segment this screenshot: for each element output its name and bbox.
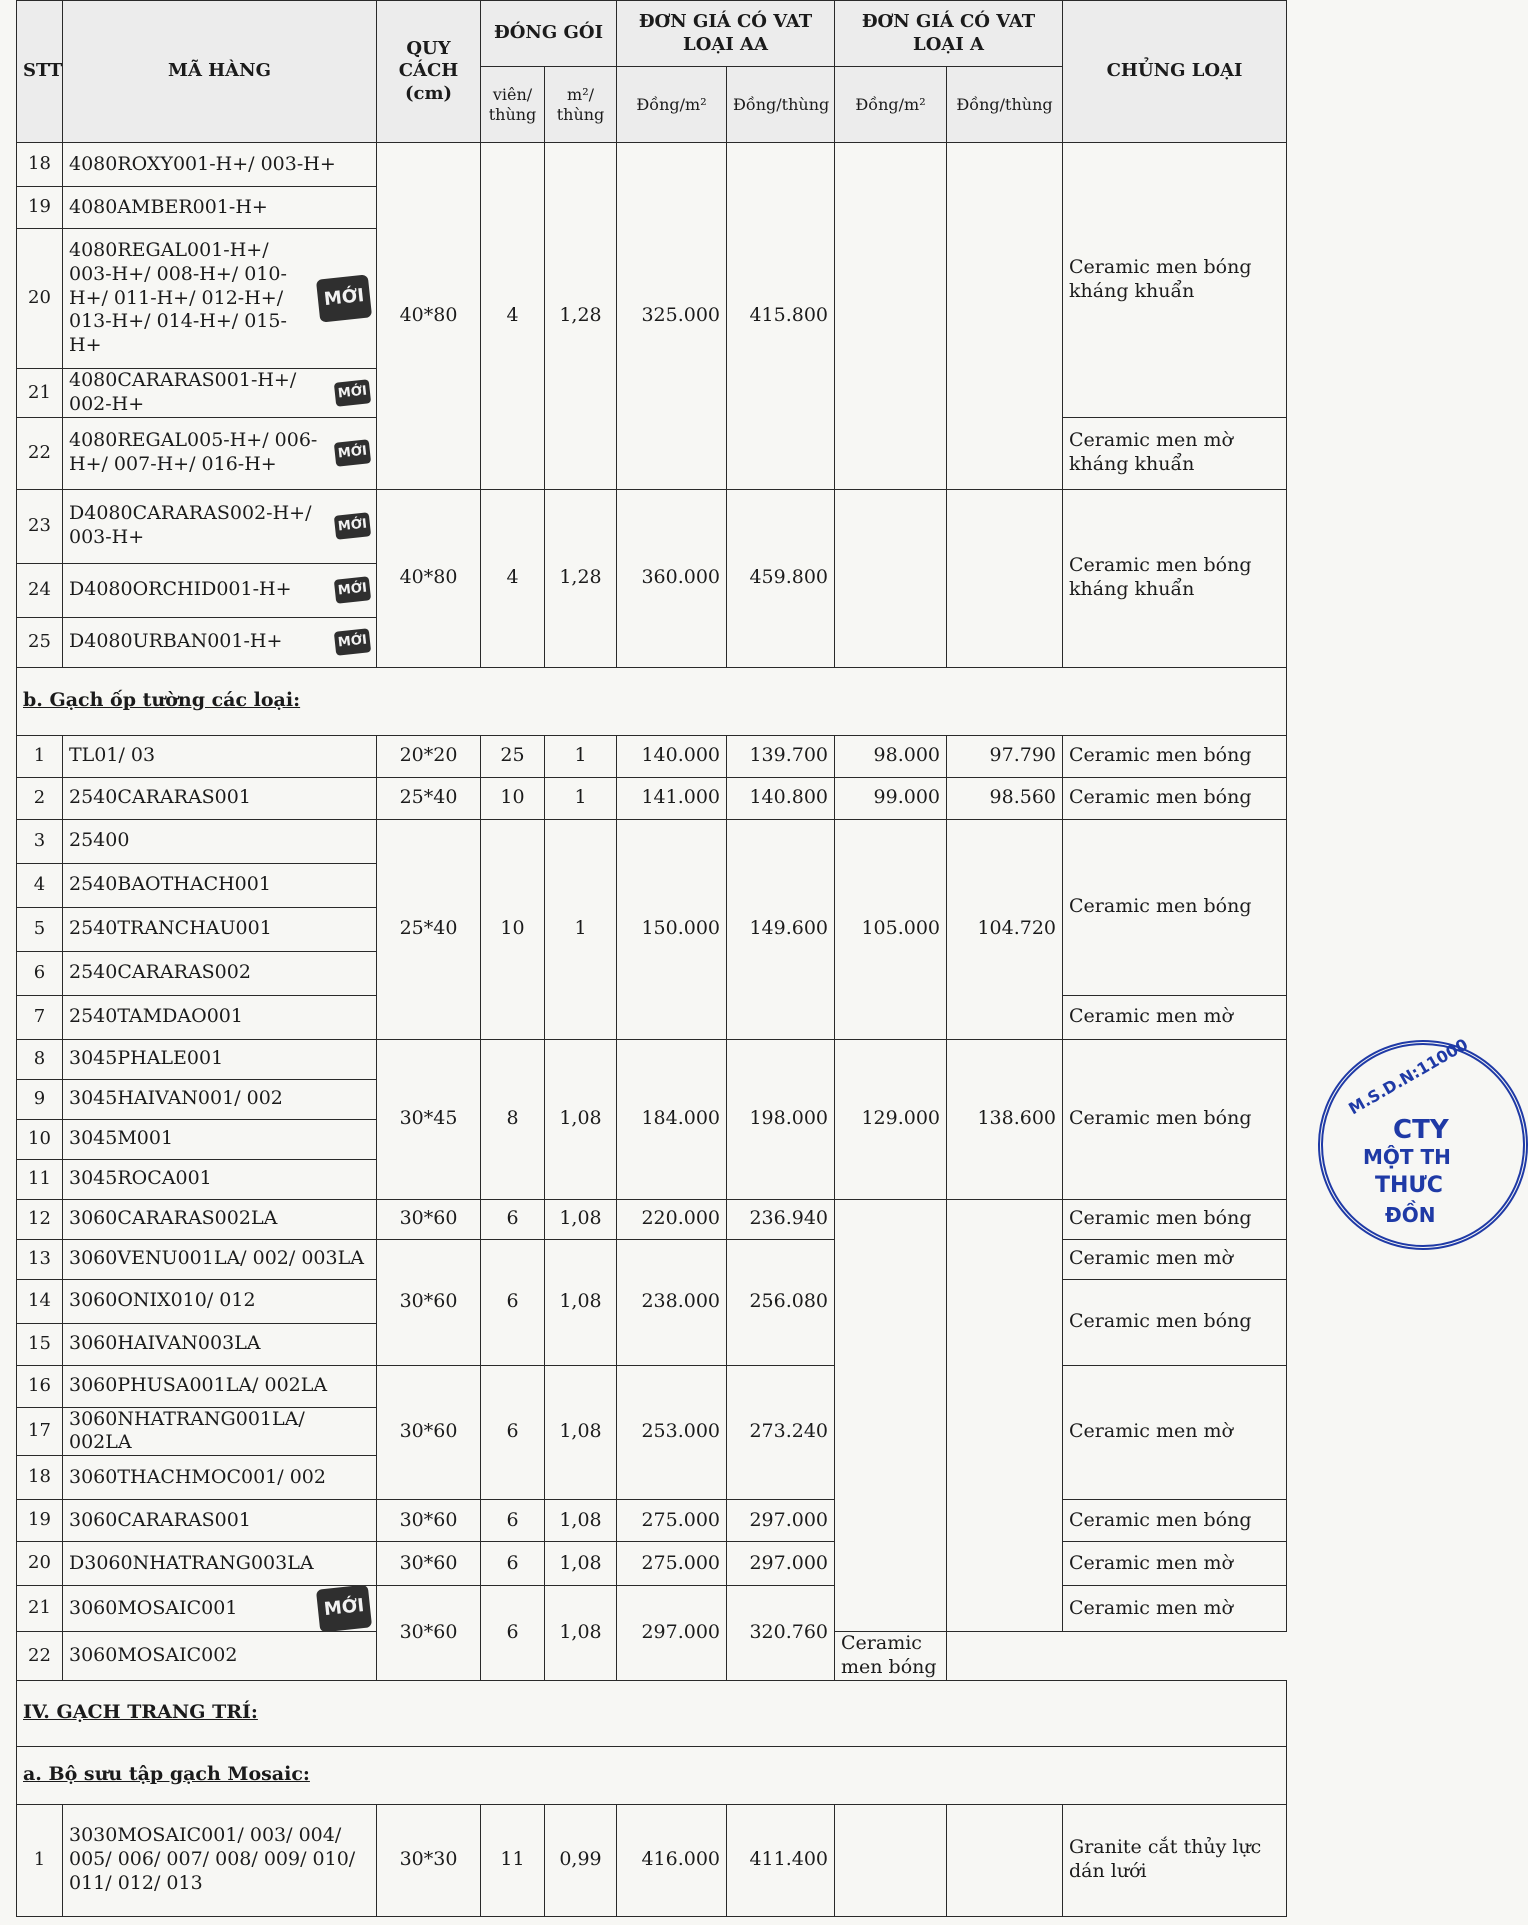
row-code: 3045M001 [63, 1119, 377, 1159]
group-13-aa-thung: 256.080 [727, 1239, 835, 1365]
group-b-a-thung [947, 489, 1063, 667]
row-code: 3060CARARAS002LA [63, 1199, 377, 1239]
row-code: TL01/ 03 [63, 735, 377, 777]
group-8-kind: Ceramic men bóng [1063, 1039, 1287, 1199]
section-heading-wall-tiles: b. Gạch ốp tường các loại: [17, 667, 1287, 735]
table-row [17, 819, 1287, 863]
table-row [17, 1500, 1287, 1542]
row-m2: 1,08 [545, 1199, 617, 1239]
group-3-kind-mo: Ceramic men mờ [1063, 995, 1287, 1039]
row-aa-thung: 139.700 [727, 735, 835, 777]
header-chung-loai: CHỦNG LOẠI [1063, 1, 1287, 143]
row-stt: 1 [17, 735, 63, 777]
row-aa-m2: 275.000 [617, 1500, 727, 1542]
new-badge-icon: MỚI [334, 439, 371, 467]
new-badge-icon: MỚI [334, 379, 371, 407]
group-16-aa-thung: 273.240 [727, 1365, 835, 1500]
row-kind: Ceramic men mờ [1063, 1239, 1287, 1279]
table-row [17, 735, 1287, 777]
row-vien: 6 [481, 1500, 545, 1542]
header-m2-thung: m²/ thùng [545, 67, 617, 143]
group-16-kind: Ceramic men mờ [1063, 1365, 1287, 1500]
row-code: 2540TRANCHAU001 [63, 907, 377, 951]
row-stt: 12 [17, 1199, 63, 1239]
row-a-m2: 98.000 [835, 735, 947, 777]
group-3-a-thung: 104.720 [947, 819, 1063, 1039]
row-code: D4080URBAN001-H+ [69, 630, 283, 653]
row-m2: 1,08 [545, 1542, 617, 1586]
header-a-dong-thung: Đồng/thùng [947, 67, 1063, 143]
group-3-aa-thung: 149.600 [727, 819, 835, 1039]
row-stt: 5 [17, 907, 63, 951]
row-code-cell [63, 369, 377, 418]
row-stt: 23 [17, 489, 63, 563]
row-code: D4080CARARAS002-H+/ 003-H+ [69, 502, 312, 548]
row-kind: Granite cắt thủy lực dán lưới [1063, 1804, 1287, 1916]
group-a-a-m2 [835, 143, 947, 490]
row-size: 30*60 [377, 1199, 481, 1239]
group-8-size: 30*45 [377, 1039, 481, 1199]
row-code: 2540CARARAS002 [63, 951, 377, 995]
row-aa-thung: 236.940 [727, 1199, 835, 1239]
table-row [17, 1365, 1287, 1407]
row-vien: 11 [481, 1804, 545, 1916]
header-stt: STT [17, 1, 63, 143]
section-heading-decor: IV. GẠCH TRANG TRÍ: [17, 1680, 1287, 1746]
row-code: 4080AMBER001-H+ [63, 187, 377, 229]
row-kind: Ceramic men bóng [1063, 1500, 1287, 1542]
row-code: D4080ORCHID001-H+ [69, 578, 292, 601]
row-vien: 25 [481, 735, 545, 777]
row-stt: 11 [17, 1159, 63, 1199]
row-aa-m2: 141.000 [617, 777, 727, 819]
row-aa-m2: 275.000 [617, 1542, 727, 1586]
row-code-cell [63, 417, 377, 489]
seal-text-3: THƯC [1375, 1173, 1443, 1198]
group-a-m2: 1,28 [545, 143, 617, 490]
row-stt: 18 [17, 143, 63, 187]
group-8-a-thung: 138.600 [947, 1039, 1063, 1199]
row-stt: 6 [17, 951, 63, 995]
row-code: 3045PHALE001 [63, 1039, 377, 1079]
row-a-thung: 98.560 [947, 777, 1063, 819]
row-aa-m2: 140.000 [617, 735, 727, 777]
row-code: 3045ROCA001 [63, 1159, 377, 1199]
group-13-vien: 6 [481, 1239, 545, 1365]
row-code: D3060NHATRANG003LA [63, 1542, 377, 1586]
table-row [17, 1039, 1287, 1079]
group-a-aa-thung: 415.800 [727, 143, 835, 490]
row-code: 3060CARARAS001 [63, 1500, 377, 1542]
row-aa-thung: 140.800 [727, 777, 835, 819]
new-badge-icon: MỚI [334, 576, 371, 604]
document-page [8, 0, 1472, 1925]
row-code: 3030MOSAIC001/ 003/ 004/ 005/ 006/ 007/ 008/ 009/ 010/ 011/ 012/ 013 [63, 1804, 377, 1916]
row-a-m2 [835, 1804, 947, 1916]
row-m2: 1 [545, 777, 617, 819]
group-3-vien: 10 [481, 819, 545, 1039]
row-m2: 1 [545, 735, 617, 777]
group-8-aa-m2: 184.000 [617, 1039, 727, 1199]
row-a-thung: 97.790 [947, 735, 1063, 777]
header-don-gia-a: ĐƠN GIÁ CÓ VAT LOẠI A [835, 1, 1063, 67]
row-a-m2: 99.000 [835, 777, 947, 819]
table-row [17, 143, 1287, 187]
row-code: 3060NHATRANG001LA/ 002LA [63, 1407, 377, 1456]
group-b-m2: 1,28 [545, 489, 617, 667]
row-size: 20*20 [377, 735, 481, 777]
row-code: 3060HAIVAN003LA [63, 1323, 377, 1365]
row-stt: 7 [17, 995, 63, 1039]
row-vien: 6 [481, 1542, 545, 1586]
row-stt: 19 [17, 1500, 63, 1542]
table-row [17, 1542, 1287, 1586]
row-code: 3060MOSAIC001 [69, 1596, 238, 1619]
header-aa-dong-m2: Đồng/m² [617, 67, 727, 143]
row-stt: 15 [17, 1323, 63, 1365]
row-stt: 21 [17, 369, 63, 418]
wall-a-m2-empty [835, 1199, 947, 1632]
table-row [17, 1586, 1287, 1632]
row-m2: 0,99 [545, 1804, 617, 1916]
section-heading-mosaic: a. Bộ sưu tập gạch Mosaic: [17, 1746, 1287, 1804]
row-stt: 9 [17, 1079, 63, 1119]
row-size: 25*40 [377, 777, 481, 819]
row-stt: 22 [17, 417, 63, 489]
row-kind: Ceramic men mờ [1063, 1586, 1287, 1632]
seal-text-1: CTY [1393, 1115, 1449, 1145]
group-a-size: 40*80 [377, 143, 481, 490]
row-stt: 25 [17, 617, 63, 667]
header-don-gia-aa: ĐƠN GIÁ CÓ VAT LOẠI AA [617, 1, 835, 67]
group-21-vien: 6 [481, 1586, 545, 1681]
table-row [17, 777, 1287, 819]
header-vien-thung: viên/ thùng [481, 67, 545, 143]
row-size: 30*60 [377, 1542, 481, 1586]
row-stt: 13 [17, 1239, 63, 1279]
row-stt: 8 [17, 1039, 63, 1079]
group-b-aa-thung: 459.800 [727, 489, 835, 667]
new-badge-icon: MỚI [334, 512, 371, 540]
row-code: 3060PHUSA001LA/ 002LA [63, 1365, 377, 1407]
table-row [17, 1239, 1287, 1279]
row-code: 2540BAOTHACH001 [63, 863, 377, 907]
row-stt: 1 [17, 1804, 63, 1916]
group-b-aa-m2: 360.000 [617, 489, 727, 667]
row-stt: 2 [17, 777, 63, 819]
row-code-cell [63, 1586, 377, 1632]
row-stt: 19 [17, 187, 63, 229]
group-8-aa-thung: 198.000 [727, 1039, 835, 1199]
header-dong-goi: ĐÓNG GÓI [481, 1, 617, 67]
header-aa-dong-thung: Đồng/thùng [727, 67, 835, 143]
table-row [17, 489, 1287, 563]
row-stt: 20 [17, 229, 63, 369]
table-row [17, 1804, 1287, 1916]
seal-text-2: MỘT TH [1363, 1145, 1451, 1169]
group-13-size: 30*60 [377, 1239, 481, 1365]
group-b-kind: Ceramic men bóng kháng khuẩn [1063, 489, 1287, 667]
row-size: 30*30 [377, 1804, 481, 1916]
row-code: 3060MOSAIC002 [63, 1632, 377, 1681]
group-13-aa-m2: 238.000 [617, 1239, 727, 1365]
group-16-m2: 1,08 [545, 1365, 617, 1500]
new-badge-icon: MỚI [334, 628, 371, 656]
row-m2: 1,08 [545, 1500, 617, 1542]
row-aa-m2: 220.000 [617, 1199, 727, 1239]
row-code-cell [63, 229, 377, 369]
new-badge-icon: MỚI [316, 275, 372, 323]
row-kind: Ceramic men mờ [1063, 1542, 1287, 1586]
group-3-aa-m2: 150.000 [617, 819, 727, 1039]
group-8-vien: 8 [481, 1039, 545, 1199]
wall-a-thung-empty [947, 1199, 1063, 1632]
company-seal [1318, 1034, 1528, 1250]
row-code: 4080CARARAS001-H+/ 002-H+ [69, 369, 297, 415]
row-stt: 17 [17, 1407, 63, 1456]
row-aa-thung: 297.000 [727, 1542, 835, 1586]
group-3-a-m2: 105.000 [835, 819, 947, 1039]
row-code: 25400 [63, 819, 377, 863]
table-row [17, 1199, 1287, 1239]
row-code: 2540TAMDAO001 [63, 995, 377, 1039]
row-stt: 22 [17, 1632, 63, 1681]
row-kind: Ceramic men bóng [1063, 777, 1287, 819]
row-stt: 4 [17, 863, 63, 907]
row-code: 4080ROXY001-H+/ 003-H+ [63, 143, 377, 187]
row-code: 3060VENU001LA/ 002/ 003LA [63, 1239, 377, 1279]
row-code: 3045HAIVAN001/ 002 [63, 1079, 377, 1119]
row-code-cell [63, 563, 377, 617]
row-code: 3060ONIX010/ 012 [63, 1279, 377, 1323]
row-stt: 14 [17, 1279, 63, 1323]
group-3-size: 25*40 [377, 819, 481, 1039]
row-a-thung [947, 1804, 1063, 1916]
group-16-aa-m2: 253.000 [617, 1365, 727, 1500]
group-21-aa-thung: 320.760 [727, 1586, 835, 1681]
row-code: 3060THACHMOC001/ 002 [63, 1456, 377, 1500]
row-stt: 18 [17, 1456, 63, 1500]
row-code: 2540CARARAS001 [63, 777, 377, 819]
group-21-size: 30*60 [377, 1586, 481, 1681]
row-code-cell [63, 617, 377, 667]
group-16-vien: 6 [481, 1365, 545, 1500]
row-vien: 10 [481, 777, 545, 819]
group-a-kind-mo: Ceramic men mờ kháng khuẩn [1063, 417, 1287, 489]
group-b-vien: 4 [481, 489, 545, 667]
row-stt: 21 [17, 1586, 63, 1632]
group-a-kind-bong: Ceramic men bóng kháng khuẩn [1063, 143, 1287, 418]
row-kind: Ceramic men bóng [1063, 1279, 1287, 1365]
row-stt: 16 [17, 1365, 63, 1407]
row-kind: Ceramic men bóng [1063, 1199, 1287, 1239]
row-stt: 3 [17, 819, 63, 863]
group-a-aa-m2: 325.000 [617, 143, 727, 490]
price-table [16, 0, 1287, 1917]
row-aa-thung: 297.000 [727, 1500, 835, 1542]
group-8-m2: 1,08 [545, 1039, 617, 1199]
group-21-m2: 1,08 [545, 1586, 617, 1681]
row-aa-m2: 416.000 [617, 1804, 727, 1916]
row-vien: 6 [481, 1199, 545, 1239]
header-ma-hang: MÃ HÀNG [63, 1, 377, 143]
row-code: 4080REGAL001-H+/ 003-H+/ 008-H+/ 010-H+/ 011-H+/ 012-H+/ 013-H+/ 014-H+/ 015-H+ [69, 239, 287, 357]
row-code-cell [63, 489, 377, 563]
group-b-size: 40*80 [377, 489, 481, 667]
group-16-size: 30*60 [377, 1365, 481, 1500]
group-21-aa-m2: 297.000 [617, 1586, 727, 1681]
row-kind: Ceramic men bóng [1063, 735, 1287, 777]
seal-text-4: ĐỒN [1385, 1203, 1436, 1227]
row-code: 4080REGAL005-H+/ 006-H+/ 007-H+/ 016-H+ [69, 429, 318, 475]
header-quy-cach: QUY CÁCH (cm) [377, 1, 481, 143]
row-size: 30*60 [377, 1500, 481, 1542]
group-b-a-m2 [835, 489, 947, 667]
row-kind: Ceramic men bóng [835, 1632, 947, 1681]
row-stt: 10 [17, 1119, 63, 1159]
group-a-vien: 4 [481, 143, 545, 490]
row-aa-thung: 411.400 [727, 1804, 835, 1916]
seal-text-top: M.S.D.N:11000 [1345, 1034, 1472, 1119]
group-3-kind-bong: Ceramic men bóng [1063, 819, 1287, 995]
row-stt: 20 [17, 1542, 63, 1586]
group-13-m2: 1,08 [545, 1239, 617, 1365]
group-3-m2: 1 [545, 819, 617, 1039]
new-badge-icon: MỚI [316, 1585, 372, 1633]
row-stt: 24 [17, 563, 63, 617]
group-8-a-m2: 129.000 [835, 1039, 947, 1199]
header-a-dong-m2: Đồng/m² [835, 67, 947, 143]
group-a-a-thung [947, 143, 1063, 490]
